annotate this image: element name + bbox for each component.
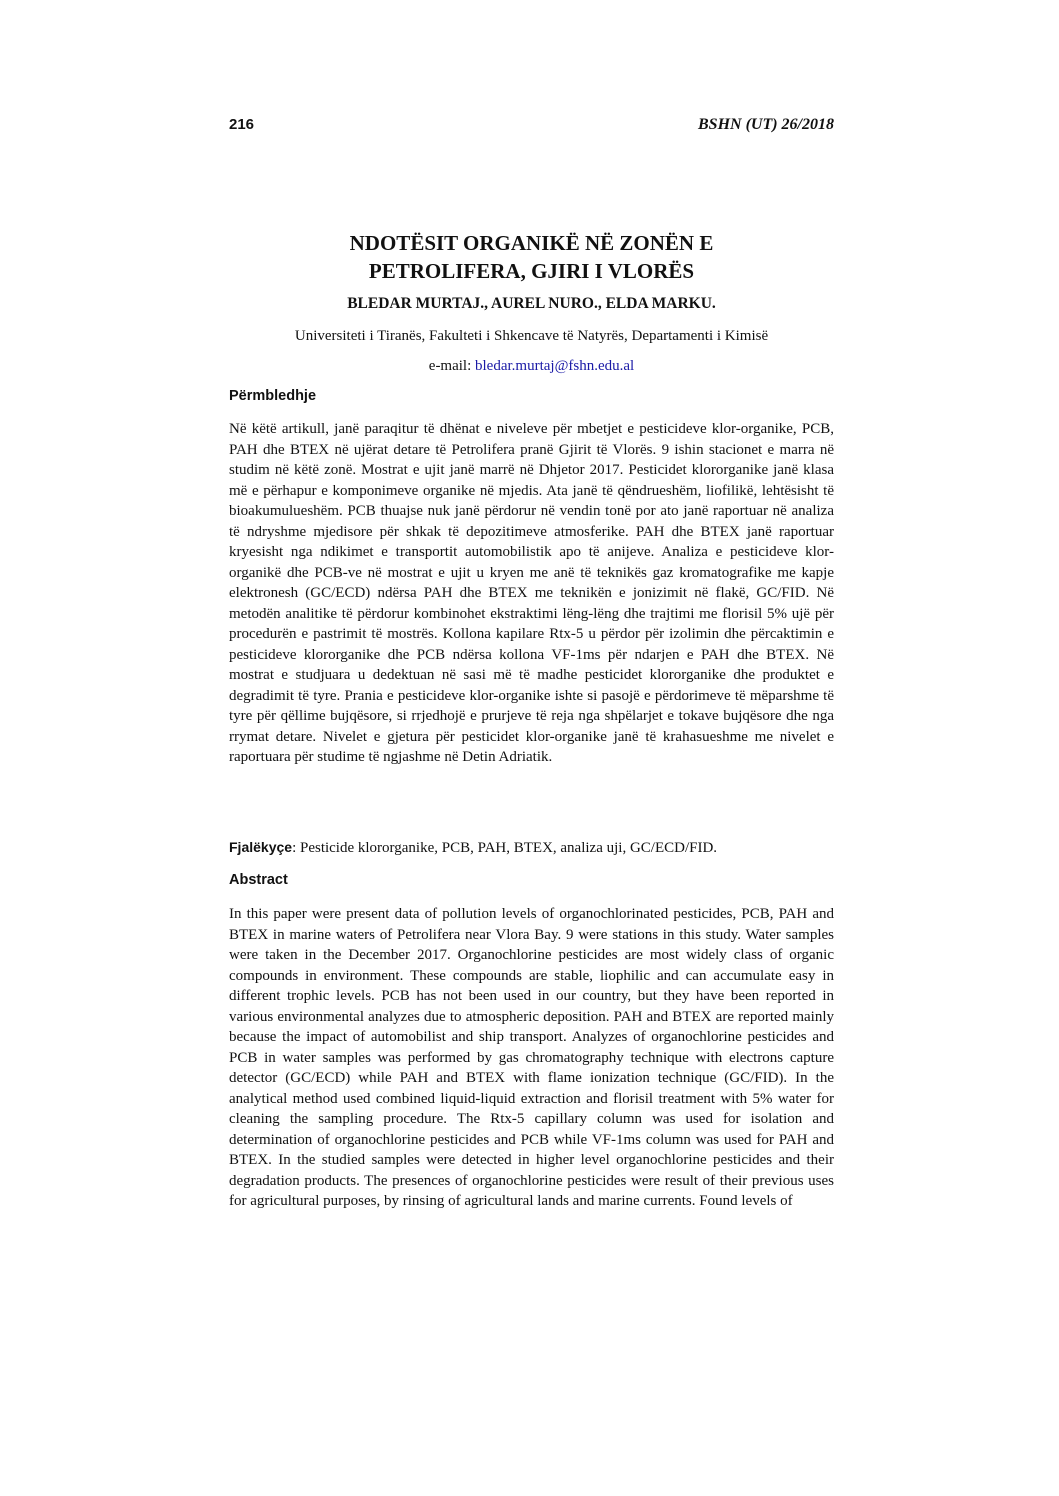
- author-list: BLEDAR MURTAJ., AUREL NURO., ELDA MARKU.: [347, 295, 716, 312]
- email-link[interactable]: bledar.murtaj@fshn.edu.al: [475, 358, 635, 374]
- title-line-2: PETROLIFERA, GJIRI I VLORËS: [368, 259, 695, 283]
- abstract-paragraph: In this paper were present data of pollution levels of organochlorinated pesticides, PCB, PAH and BTEX in marine waters of Petrolifera near Vlora Bay. 9 were stations in this study. Water samples were taken in the December 2017. Organochlorine pesticides are most widely class of organic compounds in environment. These compounds are stable, liophilic and can accumulate easy in different trophic levels. PCB has not been used in our country, but they have been reported in various environmental analyzes due to atmospheric deposition. PAH and BTEX are reported mainly because the impact of automobilist and ship transport. Analyzes of organochlorine pesticides and PCB in water samples was performed by gas chromatography technique with electrons capture detector (GC/ECD) while PAH and BTEX with flame ionization technique (GC/FID). In the analytical method used combined liquid-liquid extraction and florisil treatment with 5% water for cleaning the sampling procedure. The Rtx-5 capillary column was used for isolation and determination of organochlorine pesticides and PCB while VF-1ms column was used for PAH and BTEX. In the studied samples were detected in higher level organochlorine pesticides and their degradation products. The presences of organochlorine pesticides were result of their previous uses for agricultural purposes, by rinsing of agricultural lands and marine currents. Found levels of: [229, 906, 834, 1209]
- abstract-heading: Abstract: [229, 872, 288, 888]
- paper-title: [229, 229, 834, 285]
- contact-email: [229, 358, 834, 375]
- page-number: 216: [229, 116, 255, 133]
- title-line-1: NDOTËSIT ORGANIKË NË ZONËN E: [349, 231, 714, 255]
- page-header: [229, 116, 834, 138]
- email-label: e-mail:: [428, 358, 472, 374]
- permbledhje-heading: Përmbledhje: [229, 388, 317, 404]
- keywords-line: [229, 839, 834, 857]
- keywords-label: Fjalëkyçe: [229, 839, 293, 855]
- permbledhje-paragraph: Në këtë artikull, janë paraqitur të dhënat e niveleve për mbetjet e pesticideve klor-organike, PCB, PAH dhe BTEX në ujërat detare të Petrolifera pranë Gjirit të Vlorës. 9 ishin stacionet e marra në studim në këtë zonë. Mostrat e ujit janë marrë në Dhjetor 2017. Pesticidet klororganike janë klasa më e përhapur e komponimeve organike në mjedis. Ata janë të qëndrueshëm, liofilikë, lehtësisht të bioakumulueshëm. PCB thuajse nuk janë përdorur në vendin tonë por ato janë raportuar në analiza të ndryshme mjedisore për shkak të depozitimeve atmosferike. PAH dhe BTEX janë raportuar kryesisht nga ndikimet e transportit automobilistik apo të anijeve. Analiza e pesticideve klor-organikë dhe PCB-ve në mostrat e ujit u kryen me anë të teknikës gaz kromatografike me kapje elektronesh (GC/ECD) ndërsa PAH dhe BTEX me teknikën e jonizimit në flakë, GC/FID. Në metodën analitike të përdorur kombinohet ekstraktimi lëng-lëng dhe trajtimi me florisil 5% ujë për procedurën e pastrimit të mostrës. Kollona kapilare Rtx-5 u përdor për izolimin dhe përcaktimin e pesticideve klororganike dhe PCB ndërsa kollona VF-1ms për ndarjen e PAH dhe BTEX. Në mostrat e studjuara u dedektuan në sasi më të madhe pesticidet klororganike dhe produktet e degradimit të tyre. Prania e pesticideve klor-organike ishte si pasojë e përdorimeve të mëparshme të tyre për qëllime bujqësore, si rrjedhojë e prurjeve të reja nga shpëlarjet e tokave bujqësore dhe nga rrymat detare. Nivelet e gjetura për pesticidet klor-organike janë të krahasueshme me nivelet e raportuara për studime të ngjashme në Detin Adriatik.: [229, 421, 834, 765]
- keywords-text: : Pesticide klororganike, PCB, PAH, BTEX, analiza uji, GC/ECD/FID.: [292, 840, 718, 856]
- journal-reference: BSHN (UT) 26/2018: [698, 116, 834, 133]
- affiliation: Universiteti i Tiranës, Fakulteti i Shkencave të Natyrës, Departamenti i Kimisë: [294, 328, 769, 344]
